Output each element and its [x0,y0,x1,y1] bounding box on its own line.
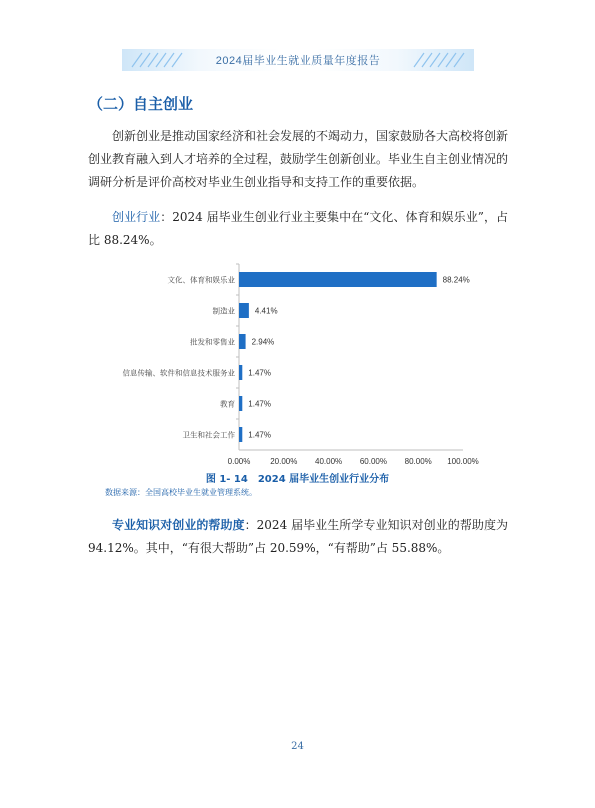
help-text: ：2024 届毕业生所学专业知识对创业的帮助度为 94.12%。其中，“有很大帮助”占 20.59%，“有帮助”占 55.88%。 [88,518,508,555]
category-label: 信息传输、软件和信息技术服务业 [122,368,235,378]
value-label: 1.47% [248,399,271,409]
value-label: 2.94% [251,337,275,347]
x-tick-label: 40.00% [315,457,343,466]
bar [239,303,249,318]
value-label: 4.41% [254,306,278,316]
value-label: 88.24% [442,275,470,285]
industry-paragraph [88,206,508,252]
x-tick-label: 80.00% [404,457,432,466]
category-label: 文化、体育和娱乐业 [167,275,235,285]
bar [239,396,242,411]
industry-bar-chart [88,258,508,468]
x-tick-label: 60.00% [359,457,387,466]
help-paragraph [88,514,508,560]
value-label: 1.47% [248,368,271,378]
category-label: 教育 [220,399,235,409]
page-header [122,49,474,71]
figure-caption: 图 1- 14 2024 届毕业生创业行业分布 [205,474,390,485]
section-title: （二）自主创业 [88,95,194,113]
bar [239,272,437,287]
figure-source: 数据来源：全国高校毕业生就业管理系统。 [105,488,257,497]
value-label: 1.47% [248,430,271,440]
category-label: 卫生和社会工作 [182,430,235,440]
category-label: 制造业 [212,306,235,316]
x-tick-label: 20.00% [270,457,298,466]
page-number: 24 [291,741,304,752]
help-label: 专业知识对创业的帮助度 [112,518,245,532]
x-tick-label: 0.00% [227,457,251,466]
bar [239,427,242,442]
header-title: 2024届毕业生就业质量年度报告 [215,55,381,67]
industry-label: 创业行业 [112,210,161,224]
bar [239,334,246,349]
intro-paragraph: 创新创业是推动国家经济和社会发展的不竭动力，国家鼓励各大高校将创新创业教育融入到人才培养的全过程，鼓励学生创新创业。毕业生自主创业情况的调研分析是评价高校对毕业生创业指导和支持工作的重要依据。 [88,129,509,189]
x-tick-label: 100.00% [447,457,479,466]
category-label: 批发和零售业 [190,337,235,347]
industry-text: ：2024 届毕业生创业行业主要集中在“文化、体育和娱乐业”，占比 88.24%。 [88,210,508,247]
bar [239,365,242,380]
